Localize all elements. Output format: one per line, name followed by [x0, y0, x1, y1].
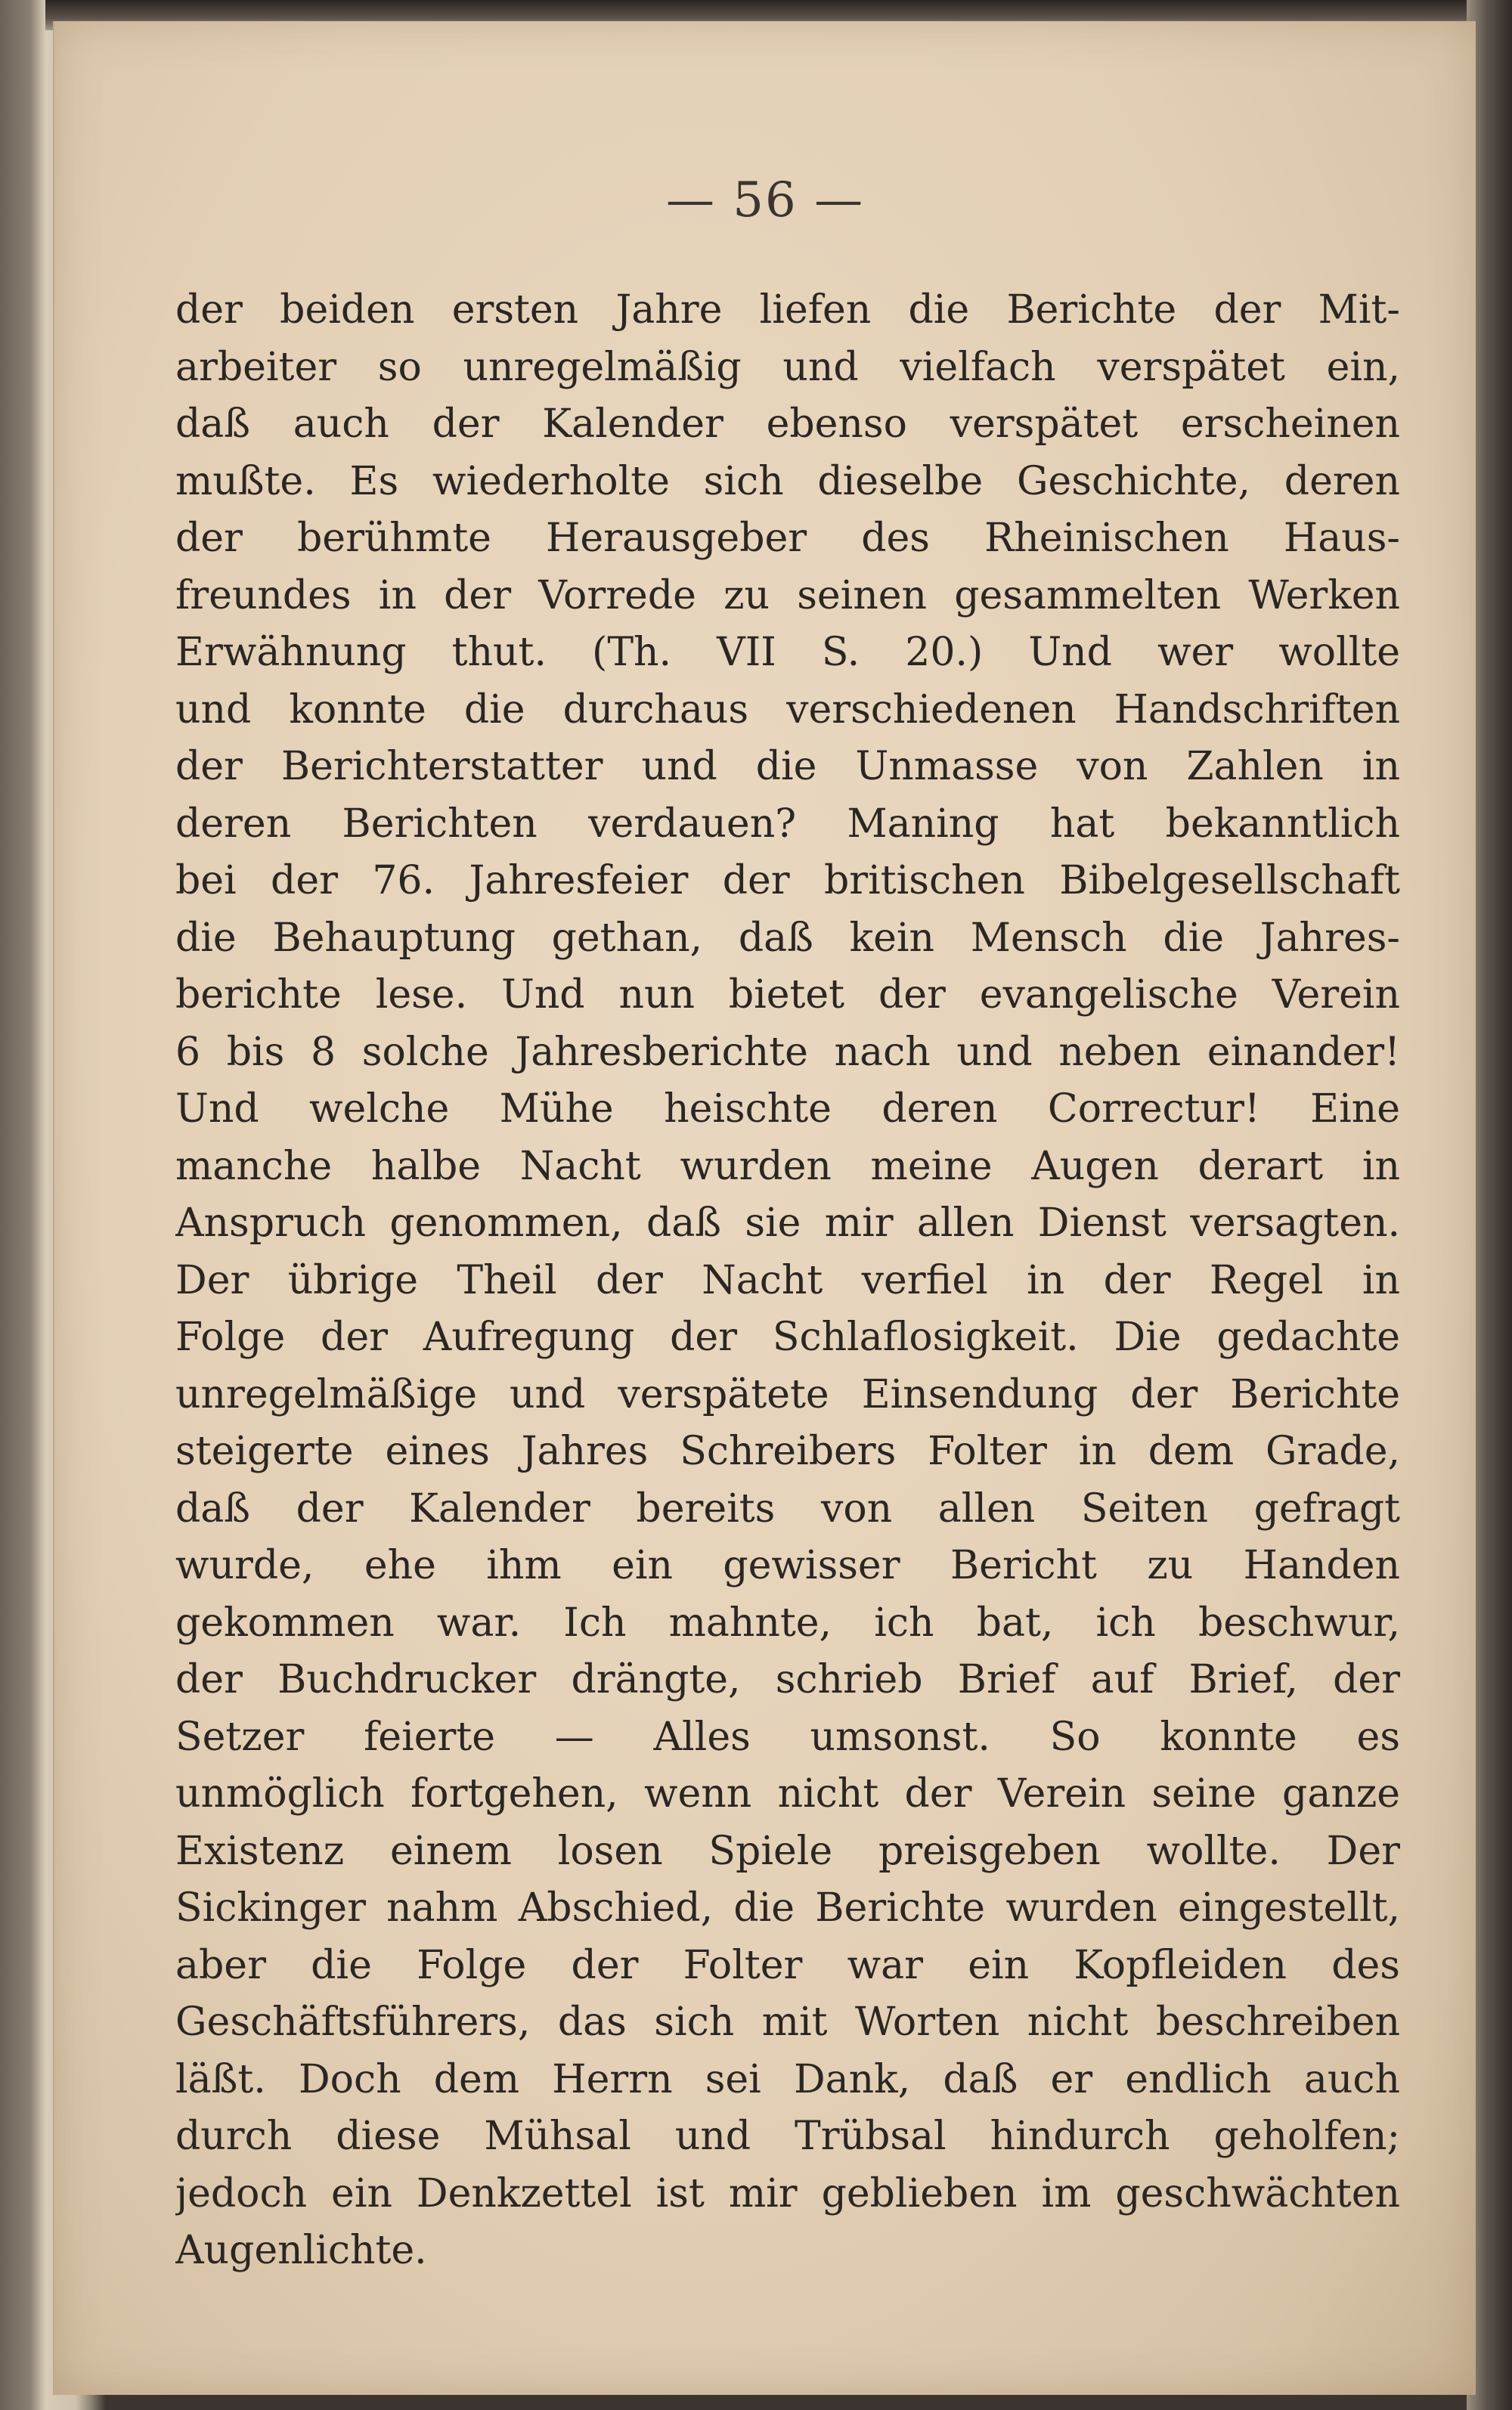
- text-line: gekommen war. Ich mahnte, ich bat, ich beschwur,: [175, 1600, 1400, 1646]
- text-line: Und welche Mühe heischte deren Correctur! Eine: [175, 1086, 1400, 1132]
- text-line: daß der Kalender bereits von allen Seiten gefragt: [175, 1485, 1400, 1532]
- body-text: [175, 282, 1400, 2280]
- text-line: läßt. Doch dem Herrn sei Dank, daß er endlich auch: [175, 2056, 1400, 2102]
- text-line: Sickinger nahm Abschied, die Berichte wurden eingestellt,: [175, 1885, 1400, 1931]
- text-line: der berühmte Herausgeber des Rheinischen Haus-: [175, 516, 1400, 561]
- text-line: aber die Folge der Folter war ein Kopfleiden des: [175, 1942, 1400, 1988]
- text-line: der Buchdrucker drängte, schrieb Brief auf Brief, der: [175, 1657, 1400, 1702]
- text-line: durch diese Mühsal und Trübsal hindurch geholfen;: [175, 2114, 1400, 2159]
- text-line: unmöglich fortgehen, wenn nicht der Verein seine ganze: [175, 1771, 1400, 1817]
- text-line: freundes in der Vorrede zu seinen gesammelten Werken: [175, 572, 1400, 618]
- text-line: bei der 76. Jahresfeier der britischen Bibelgesellschaft: [175, 858, 1400, 903]
- book-page: [53, 21, 1476, 2395]
- text-line: Geschäftsführers, das sich mit Worten nicht beschreiben: [175, 2000, 1400, 2045]
- page-number: — 56 —: [665, 172, 865, 228]
- text-line: Der übrige Theil der Nacht verfiel in der Regel in: [175, 1257, 1400, 1303]
- text-line: wurde, ehe ihm ein gewisser Bericht zu Handen: [175, 1543, 1400, 1588]
- text-line: jedoch ein Denkzettel ist mir geblieben im geschwächten: [175, 2170, 1400, 2216]
- text-line: deren Berichten verdauen? Maning hat bekanntlich: [175, 801, 1400, 847]
- text-line: unregelmäßige und verspätete Einsendung der Berichte: [175, 1371, 1400, 1417]
- text-line: Setzer feierte — Alles umsonst. So konnte es: [175, 1714, 1400, 1760]
- text-line: die Behauptung gethan, daß kein Mensch die Jahres-: [175, 915, 1400, 961]
- text-line: Augenlichte.: [175, 2228, 427, 2273]
- text-line: arbeiter so unregelmäßig und vielfach verspätet ein,: [175, 344, 1400, 390]
- text-line: 6 bis 8 solche Jahresberichte nach und neben einander!: [175, 1029, 1400, 1075]
- text-line: steigerte eines Jahres Schreibers Folter in dem Grade,: [175, 1429, 1400, 1474]
- text-line: manche halbe Nacht wurden meine Augen derart in: [175, 1143, 1400, 1189]
- text-line: Existenz einem losen Spiele preisgeben wollte. Der: [175, 1828, 1400, 1874]
- text-line: Anspruch genommen, daß sie mir allen Dienst versagten.: [175, 1200, 1400, 1246]
- text-line: der beiden ersten Jahre liefen die Berichte der Mit-: [175, 287, 1400, 333]
- text-line: mußte. Es wiederholte sich dieselbe Geschichte, deren: [175, 458, 1400, 504]
- text-line: daß auch der Kalender ebenso verspätet erscheinen: [175, 401, 1400, 447]
- text-line: Erwähnung thut. (Th. VII S. 20.) Und wer wollte: [175, 630, 1400, 675]
- text-line: Folge der Aufregung der Schlaflosigkeit. Die gedachte: [175, 1315, 1400, 1360]
- text-line: und konnte die durchaus verschiedenen Handschriften: [175, 686, 1400, 733]
- text-line: berichte lese. Und nun bietet der evangelische Verein: [175, 972, 1400, 1018]
- text-line: der Berichterstatter und die Unmasse von Zahlen in: [175, 744, 1400, 789]
